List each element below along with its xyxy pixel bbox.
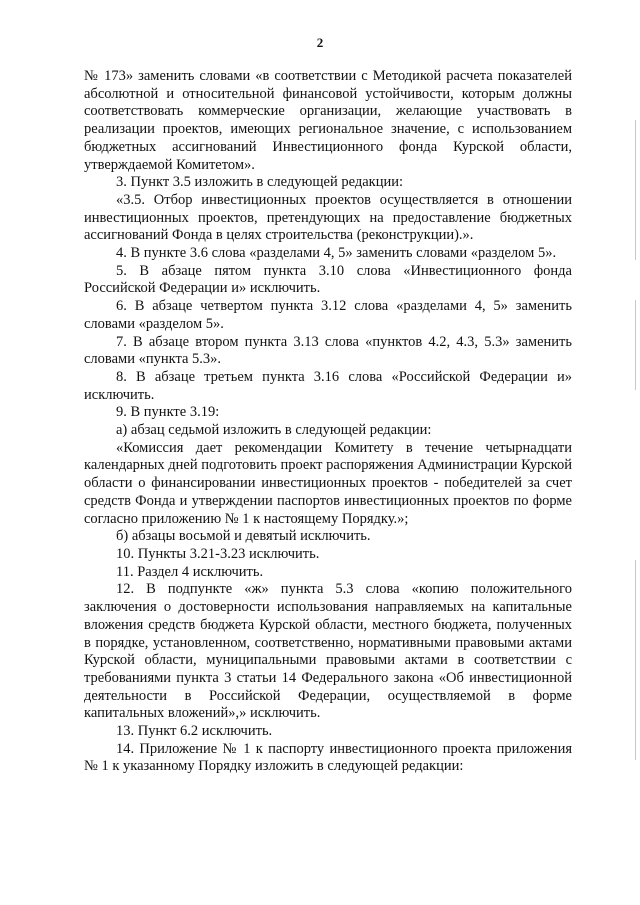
paragraph: 8. В абзаце третьем пункта 3.16 слова «Российской Федерации и» исключить. xyxy=(84,368,572,403)
paragraph: 6. В абзаце четвертом пункта 3.12 слова «разделами 4, 5» заменить словами «разделом 5». xyxy=(84,298,572,332)
document-body xyxy=(84,68,572,776)
paragraph: № 173» заменить словами «в соответствии с Методикой расчета показателей абсолютной и относительной финансовой устойчивости, которым должны соответствовать коммерческие организации, желающие участвовать в реализации проектов, имеющих региональное значение, с использованием бюджетных ассигнований Инвестиционного фонда Курской области, утверждаемой Комитетом». xyxy=(84,68,572,173)
paragraph: 9. В пункте 3.19: xyxy=(116,404,220,421)
paragraph: а) абзац седьмой изложить в следующей редакции: xyxy=(116,422,432,439)
paragraph: 3. Пункт 3.5 изложить в следующей редакции: xyxy=(116,174,404,191)
paragraph: 13. Пункт 6.2 исключить. xyxy=(116,723,273,740)
paragraph: 4. В пункте 3.6 слова «разделами 4, 5» заменить словами «разделом 5». xyxy=(116,245,557,262)
paragraph: 14. Приложение № 1 к паспорту инвестиционного проекта приложения № 1 к указанному Порядку изложить в следующей редакции: xyxy=(84,740,572,775)
scan-edge-mark xyxy=(635,560,636,760)
paragraph: 5. В абзаце пятом пункта 3.10 слова «Инвестиционного фонда Российской Федерации и» исключить. xyxy=(84,262,572,297)
scan-edge-mark xyxy=(635,300,636,390)
paragraph: «3.5. Отбор инвестиционных проектов осуществляется в отношении инвестиционных проектов, претендующих на предоставление бюджетных ассигнований Фонда в целях строительства (реконструкции).». xyxy=(84,191,572,244)
paragraph: «Комиссия дает рекомендации Комитету в течение четырнадцати календарных дней подготовить проект распоряжения Администрации Курской области о финансировании инвестиционных проектов - победителей за счет средств Фонда и утверждении паспортов инвестиционных проектов по форме согласно приложению № 1 к настоящему Порядку.»; xyxy=(84,439,572,527)
paragraph: 10. Пункты 3.21-3.23 исключить. xyxy=(116,545,320,562)
page-number: 2 xyxy=(316,35,324,50)
paragraph: 7. В абзаце втором пункта 3.13 слова «пунктов 4.2, 4.3, 5.3» заменить словами «пункта 5.3». xyxy=(84,333,572,368)
paragraph: 12. В подпункте «ж» пункта 5.3 слова «копию положительного заключения о достоверности использования направляемых на капитальные вложения средств бюджета Курской области, местного бюджета, полученных в порядке, установленном, соответственно, нормативными правовыми актами Курской области, муниципальными правовыми актами в соответствии с требованиями пункта 3 статьи 14 Федерального закона «Об инвестиционной деятельности в Российской Федерации, осуществляемой в форме капитальных вложений»,» исключить. xyxy=(84,581,572,722)
paragraph: 11. Раздел 4 исключить. xyxy=(116,563,264,580)
scan-edge-mark xyxy=(635,120,636,260)
paragraph: б) абзацы восьмой и девятый исключить. xyxy=(116,528,371,545)
